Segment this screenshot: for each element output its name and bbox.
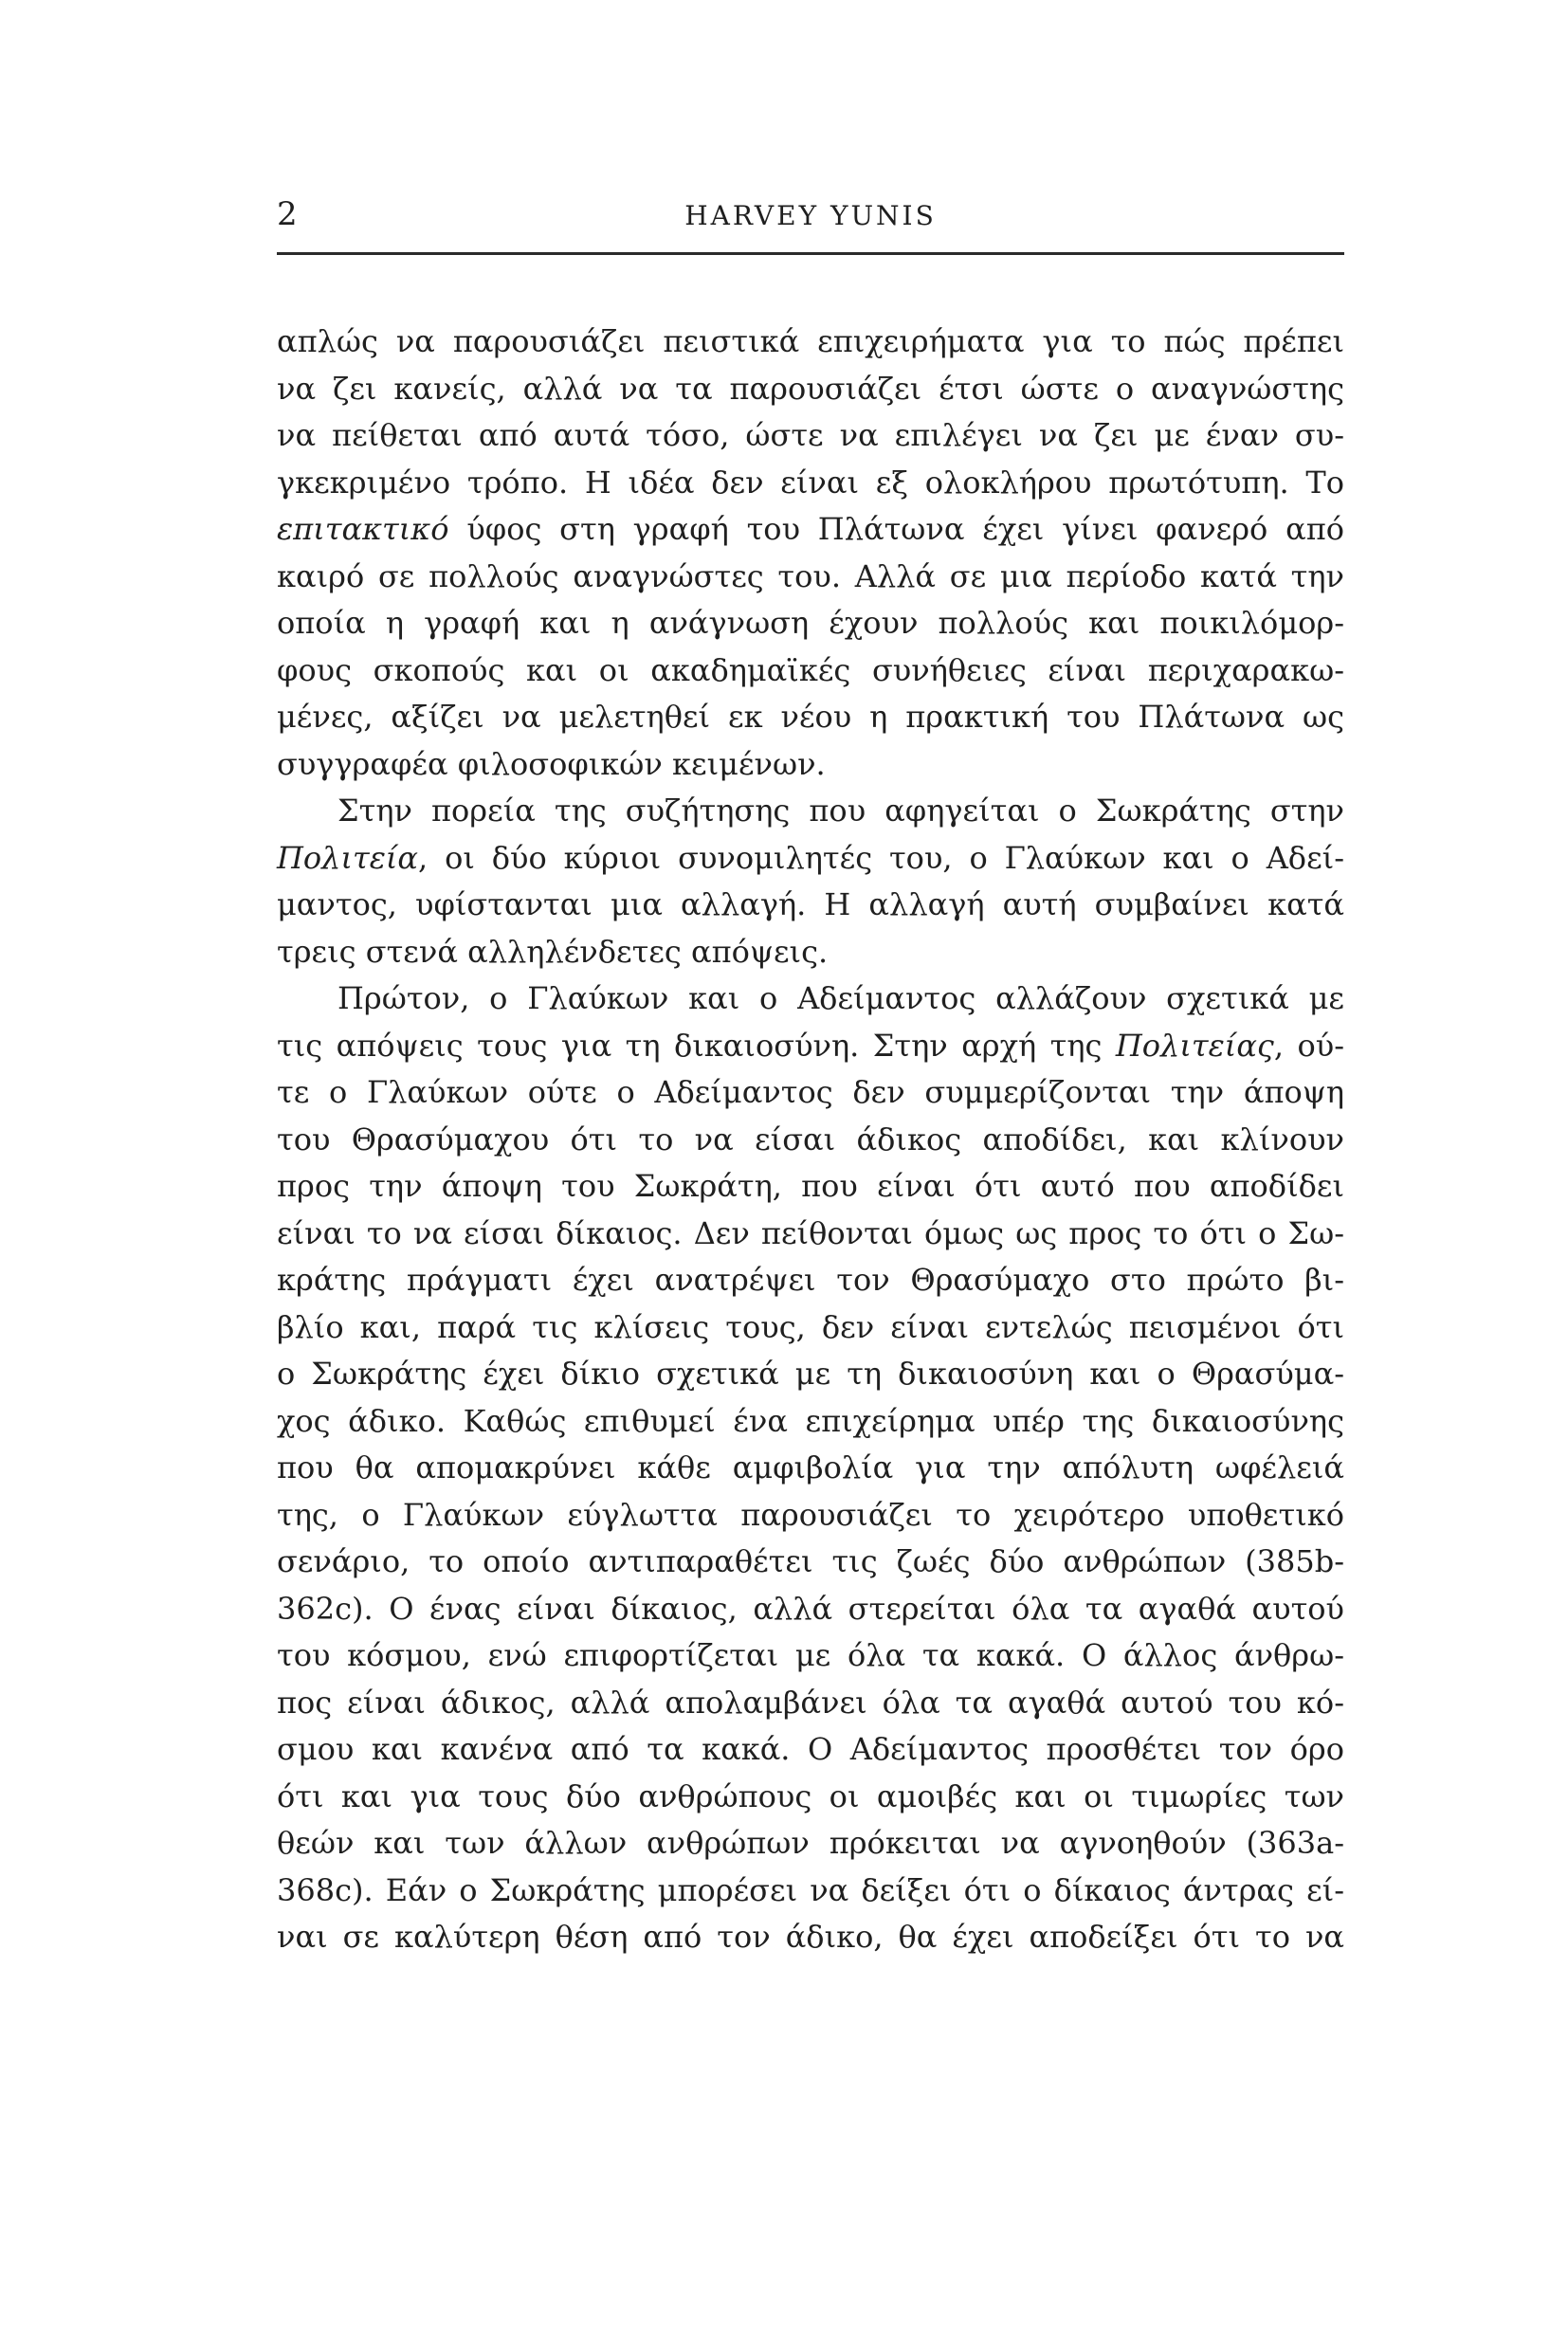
italic-title: Πολιτείας [1115,1027,1274,1064]
text-line: πος είναι άδικος, αλλά απολαμβάνει όλα τα αγαθά αυτού του κό- [277,1684,1344,1721]
running-head: HARVEY YUNIS [684,200,937,231]
text-line: συγγραφέα φιλοσοφικών κειμένων. [277,745,826,782]
text-line: κράτης πράγματι έχει ανατρέψει τον Θρασύμαχο στο πρώτο βι- [277,1262,1344,1298]
text-line: βλίο και, παρά τις κλίσεις τους, δεν είναι εντελώς πεισμένοι ότι [277,1308,1344,1345]
text-line: απλώς να παρουσιάζει πειστικά επιχειρήματα για το πώς πρέπει [277,323,1344,359]
text-line: 368c). Εάν ο Σωκράτης μπορέσει να δείξει ότι ο δίκαιος άντρας εί- [277,1871,1344,1908]
text-line: μαντος, υφίστανται μια αλλαγή. Η αλλαγή αυτή συμβαίνει κατά [277,886,1344,922]
text-line: ναι σε καλύτερη θέση από τον άδικο, θα έχει αποδείξει ότι το να [277,1919,1344,1955]
italic-term: επιτακτικό [277,511,449,547]
text-line [277,835,1344,883]
text-line: ότι και για τους δύο ανθρώπους οι αμοιβές και οι τιμωρίες των [277,1777,1344,1814]
text-fragment: τις απόψεις τους για τη δικαιοσύνη. Στην αρχή της [277,1027,1116,1064]
text-line: μένες, αξίζει να μελετηθεί εκ νέου η πρακτική του Πλάτωνα ως [277,699,1344,735]
page-header [277,193,1344,255]
text-fragment: ύφος στη γραφή του Πλάτωνα έχει γίνει φανερό από [448,511,1344,547]
text-line: να ζει κανείς, αλλά να τα παρουσιάζει έτσι ώστε ο αναγνώστης [277,370,1344,407]
page-number: 2 [277,195,298,233]
text-line [277,1023,1344,1070]
text-line: να πείθεται από αυτά τόσο, ώστε να επιλέγει να ζει με έναν συ- [277,417,1344,453]
text-line: Πρώτον, ο Γλαύκων και ο Αδείμαντος αλλάζουν σχετικά με [337,980,1344,1016]
text-line: τρεις στενά αλληλένδετες απόψεις. [277,933,829,970]
text-line: 362c). Ο ένας είναι δίκαιος, αλλά στερείται όλα τα αγαθά αυτού [277,1590,1344,1627]
text-fragment: , ού- [1273,1027,1345,1064]
text-line: καιρό σε πολλούς αναγνώστες του. Αλλά σε μια περίοδο κατά την [277,557,1344,594]
body-text [277,319,1344,1961]
text-line: της, ο Γλαύκων εύγλωττα παρουσιάζει το χειρότερο υποθετικό [277,1496,1344,1533]
text-line: ο Σωκράτης έχει δίκιο σχετικά με τη δικαιοσύνη και ο Θρασύμα- [277,1356,1344,1392]
text-line: θεών και των άλλων ανθρώπων πρόκειται να αγνοηθούν (363a- [277,1825,1344,1861]
text-fragment: , οι δύο κύριοι συνομιλητές του, ο Γλαύκων και ο Αδεί- [418,839,1344,876]
text-line: Στην πορεία της συζήτησης που αφηγείται ο Σωκράτης στην [337,793,1344,829]
text-line: του κόσμου, ενώ επιφορτίζεται με όλα τα κακά. Ο άλλος άνθρω- [277,1637,1344,1673]
text-line: φους σκοπούς και οι ακαδημαϊκές συνήθειες είναι περιχαρακω- [277,651,1344,688]
text-line: γκεκριμένο τρόπο. Η ιδέα δεν είναι εξ ολοκλήρου πρωτότυπη. Το [277,464,1344,501]
text-line: σμου και κανένα από τα κακά. Ο Αδείμαντος προσθέτει τον όρο [277,1731,1344,1767]
text-line: οποία η γραφή και η ανάγνωση έχουν πολλούς και ποικιλόμορ- [277,605,1344,641]
italic-title: Πολιτεία [277,839,419,876]
text-line: που θα απομακρύνει κάθε αμφιβολία για την απόλυτη ωφέλειά [277,1449,1344,1485]
text-line: χος άδικο. Καθώς επιθυμεί ένα επιχείρημα υπέρ της δικαιοσύνης [277,1402,1344,1439]
text-line: τε ο Γλαύκων ούτε ο Αδείμαντος δεν συμμερίζονται την άποψη [277,1074,1344,1110]
text-line: σενάριο, το οποίο αντιπαραθέτει τις ζωές δύο ανθρώπων (385b- [277,1543,1344,1579]
text-line: του Θρασύμαχου ότι το να είσαι άδικος αποδίδει, και κλίνουν [277,1121,1344,1157]
text-line: είναι το να είσαι δίκαιος. Δεν πείθονται όμως ως προς το ότι ο Σω- [277,1214,1344,1251]
text-line: προς την άποψη του Σωκράτη, που είναι ότι αυτό που αποδίδει [277,1168,1344,1204]
text-line [277,506,1344,554]
